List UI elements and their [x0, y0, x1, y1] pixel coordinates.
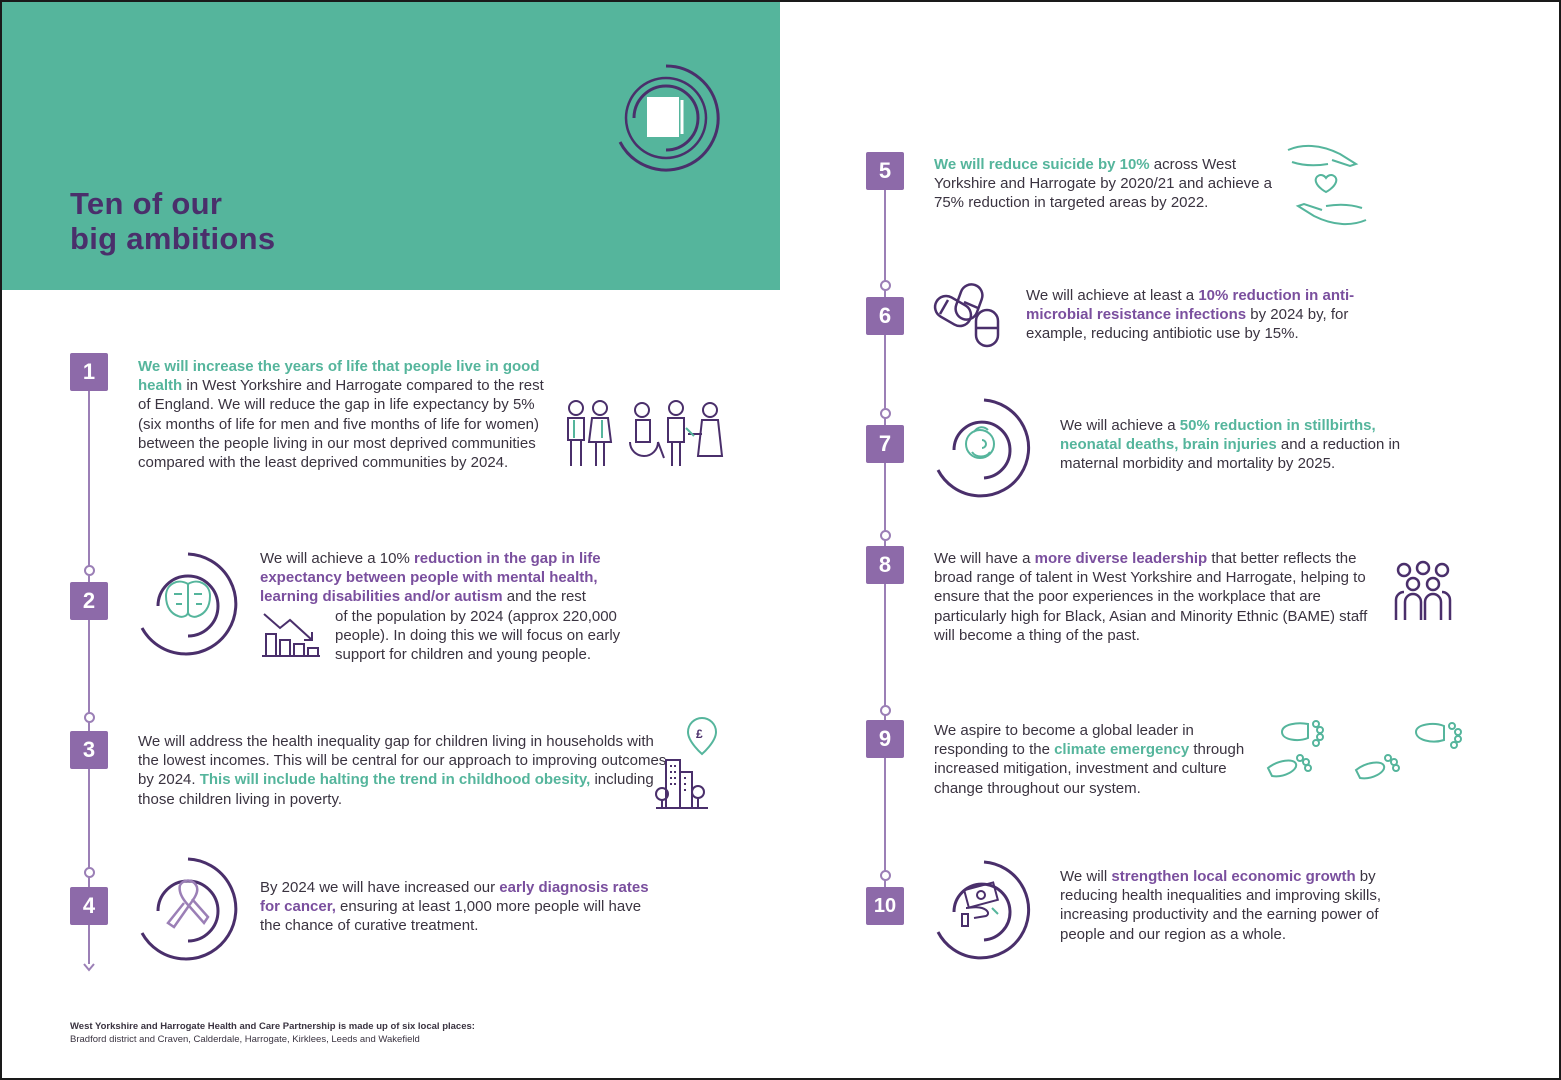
ambition-text-3: [138, 732, 678, 809]
footer: [70, 1020, 475, 1046]
people-group-icon: [562, 398, 730, 470]
checklist-icon: [610, 62, 722, 174]
ambition-text-8: [934, 549, 1384, 645]
ambition-number-9: 9: [866, 720, 904, 758]
ambition-text-7: [1060, 416, 1440, 474]
text-highlight: climate emergency: [1054, 741, 1190, 759]
ambition-text-6: [1026, 286, 1386, 344]
text-body: We aspire to become a global leader in responding to the: [934, 722, 1194, 759]
ambition-text-10: [1060, 867, 1405, 944]
ambition-number-4: 4: [70, 887, 108, 925]
team-icon: [1392, 560, 1454, 624]
text-highlight: more diverse leadership: [1034, 550, 1208, 567]
text-body: in West Yorkshire and Harrogate compared to the rest of England. We will reduce the gap in life expectancy by 5% (six months of life for men and five months of life for women) between the people living in our most deprived communities compared with the least deprived communities by 2024.: [138, 377, 544, 472]
text-body: and a reduction in maternal morbidity and mortality by 2025.: [1060, 436, 1401, 473]
timeline-dot: [84, 565, 95, 576]
text-highlight: This will include halting the trend in childhood obesity,: [199, 771, 591, 789]
ambition-text-2b: of the population by 2024 (approx 220,000 people). In doing this we will focus on early support for children and young people.: [335, 608, 621, 664]
text-highlight: early diagnosis rates for cancer,: [260, 879, 649, 916]
ambition-text-9: [934, 721, 1254, 798]
timeline-dot: [880, 705, 891, 716]
text-body: By 2024 we will have increased our: [260, 879, 500, 896]
baby-icon: [926, 396, 1041, 502]
cancer-ribbon-icon: [130, 855, 245, 965]
ambition-number-6: 6: [866, 297, 904, 335]
timeline-dot: [84, 867, 95, 878]
timeline-dot: [880, 408, 891, 419]
text-highlight: We will reduce suicide by 10%: [934, 156, 1150, 173]
text-body: We will: [1060, 868, 1112, 885]
text-body: We will achieve at least a: [1026, 287, 1199, 304]
text-body: ensuring at least 1,000 more people will have the chance of curative treatment.: [260, 898, 642, 935]
text-body: We will achieve a: [1060, 417, 1180, 434]
text-body: across West Yorkshire and Harrogate by 2020/21 and achieve a 75% reduction in targeted areas by 2022.: [934, 156, 1273, 212]
title-line-2: big ambitions: [70, 221, 276, 256]
ambition-number-10: 10: [866, 887, 904, 925]
timeline-dot: [84, 712, 95, 723]
title-line-1: Ten of our: [70, 186, 223, 221]
timeline-dot: [880, 530, 891, 541]
text-highlight: 50% reduction in stillbirths, neonatal deaths, brain injuries: [1060, 417, 1376, 454]
hands-heart-icon: [1282, 142, 1372, 228]
text-highlight: strengthen local economic growth: [1111, 868, 1356, 885]
brain-icon: [130, 550, 245, 660]
text-body: through increased mitigation, investment and culture change throughout our system.: [934, 741, 1245, 797]
ambition-text-1: [138, 357, 558, 472]
money-hand-icon: [926, 858, 1041, 964]
timeline-dot: [880, 280, 891, 291]
timeline-dot: [880, 870, 891, 881]
ambition-number-1: 1: [70, 353, 108, 391]
pills-icon: [930, 280, 1006, 348]
text-body: including those children living in poverty.: [138, 771, 654, 808]
ambition-number-2: 2: [70, 582, 108, 620]
footprints-icon: [1260, 718, 1466, 784]
footer-line-2: Bradford district and Craven, Calderdale, Harrogate, Kirklees, Leeds and Wakefield: [70, 1034, 420, 1045]
page-title: [70, 186, 275, 256]
text-body: that better reflects the broad range of talent in West Yorkshire and Harrogate, helping to ensure that the poor experiences in the workplace that are particularly high for Black, Asian and Minority Ethnic (BAME) staff will become a thing of the past.: [934, 550, 1368, 644]
text-body: We will address the health inequality gap for children living in households with the lowest incomes. This will be central for our approach to improving outcomes by 2024.: [138, 733, 667, 789]
ambition-text-4: [260, 878, 660, 936]
ambition-number-5: 5: [866, 152, 904, 190]
ambition-number-8: 8: [866, 546, 904, 584]
text-highlight: reduction in the gap in life expectancy between people with mental health, learning disabilities and/or autism: [260, 550, 601, 606]
text-body: by reducing health inequalities and improving skills, increasing productivity and the earning power of people and our region as a whole.: [1060, 868, 1382, 943]
ambition-text-2a: [260, 549, 660, 607]
timeline-arrow-icon: [82, 958, 96, 972]
text-body: and the rest: [502, 588, 586, 606]
text-body: We will achieve a 10%: [260, 550, 414, 567]
text-highlight: 10% reduction in anti-microbial resistance infections: [1026, 287, 1355, 324]
text-body: by 2024 by, for example, reducing antibiotic use by 15%.: [1026, 306, 1349, 343]
svg-text:£: £: [696, 727, 703, 741]
city-pound-icon: [652, 714, 722, 812]
footer-line-1: West Yorkshire and Harrogate Health and Care Partnership is made up of six local places:: [70, 1021, 475, 1032]
declining-chart-icon: [258, 608, 324, 660]
text-body: We will have a: [934, 550, 1035, 567]
ambition-number-3: 3: [70, 731, 108, 769]
text-highlight: We will increase the years of life that people live in good health: [138, 358, 540, 395]
ambition-number-7: 7: [866, 425, 904, 463]
ambition-text-5: [934, 155, 1284, 213]
